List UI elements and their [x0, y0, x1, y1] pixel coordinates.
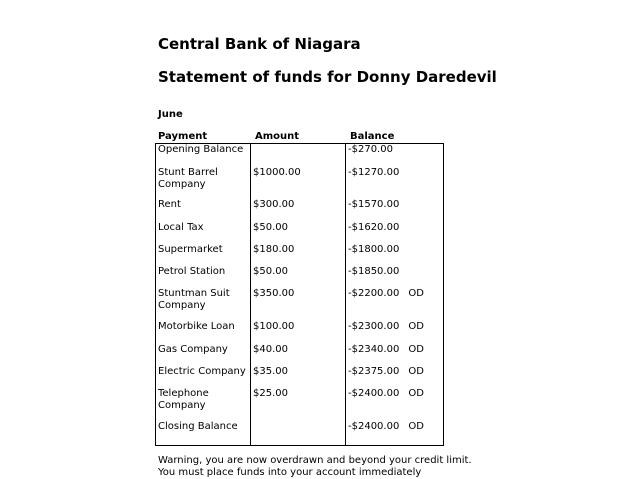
payment-cell: Local Tax — [156, 222, 251, 244]
amount-cell: $350.00 — [251, 288, 346, 321]
amount-cell: $300.00 — [251, 199, 346, 222]
payment-cell: Telephone Company — [156, 388, 251, 421]
balance-value: -$1800.00 — [348, 243, 400, 255]
amount-cell: $100.00 — [251, 321, 346, 344]
table-row — [156, 199, 444, 222]
balance-cell — [346, 222, 444, 244]
balance-value: -$1270.00 — [348, 166, 400, 178]
table-row — [156, 167, 444, 199]
amount-cell: $180.00 — [251, 244, 346, 266]
amount-cell — [251, 421, 346, 446]
payment-cell: Opening Balance — [156, 144, 251, 167]
payment-cell: Stuntman Suit Company — [156, 288, 251, 321]
balance-value: -$2375.00 — [348, 365, 400, 377]
overdrawn-flag: OD — [408, 420, 424, 432]
balance-value: -$270.00 — [348, 144, 393, 155]
balance-cell — [346, 421, 444, 446]
table-row — [156, 222, 444, 244]
payment-cell: Electric Company — [156, 366, 251, 388]
table-row — [156, 288, 444, 321]
statement-title: Statement of funds for Donny Daredevil — [158, 68, 497, 86]
closing-balance-row — [156, 421, 444, 446]
payment-cell: Supermarket — [156, 244, 251, 266]
table-row — [156, 266, 444, 288]
payment-cell: Gas Company — [156, 344, 251, 366]
overdrawn-flag: OD — [408, 387, 424, 399]
payment-cell: Motorbike Loan — [156, 321, 251, 344]
balance-cell — [346, 321, 444, 344]
balance-value: -$2400.00 — [348, 387, 400, 399]
balance-cell — [346, 388, 444, 421]
balance-cell — [346, 167, 444, 199]
table-row — [156, 366, 444, 388]
statement-table — [155, 143, 444, 446]
amount-cell: $50.00 — [251, 266, 346, 288]
overdrawn-flag: OD — [408, 320, 424, 332]
statement-month: June — [158, 109, 183, 120]
amount-cell: $50.00 — [251, 222, 346, 244]
amount-cell — [251, 144, 346, 167]
balance-cell — [346, 244, 444, 266]
balance-value: -$1620.00 — [348, 221, 400, 233]
balance-value: -$1850.00 — [348, 265, 400, 277]
amount-cell: $25.00 — [251, 388, 346, 421]
bank-name: Central Bank of Niagara — [158, 35, 361, 53]
table-row — [156, 144, 444, 167]
amount-cell: $35.00 — [251, 366, 346, 388]
table-row — [156, 244, 444, 266]
balance-cell — [346, 199, 444, 222]
balance-cell — [346, 144, 444, 167]
amount-column-header: Amount — [255, 131, 300, 142]
balance-cell — [346, 366, 444, 388]
overdrawn-flag: OD — [408, 287, 424, 299]
table-row — [156, 344, 444, 366]
payment-column-header: Payment — [158, 131, 208, 142]
balance-cell — [346, 288, 444, 321]
balance-cell — [346, 344, 444, 366]
balance-value: -$2300.00 — [348, 320, 400, 332]
table-row — [156, 321, 444, 344]
payment-cell: Rent — [156, 199, 251, 222]
payment-cell: Stunt Barrel Company — [156, 167, 251, 199]
balance-value: -$2340.00 — [348, 343, 400, 355]
balance-value: -$2200.00 — [348, 287, 400, 299]
payment-cell: Petrol Station — [156, 266, 251, 288]
amount-cell: $40.00 — [251, 344, 346, 366]
payment-cell: Closing Balance — [156, 421, 251, 446]
overdrawn-flag: OD — [408, 365, 424, 377]
balance-cell — [346, 266, 444, 288]
overdraft-warning: Warning, you are now overdrawn and beyond your credit limit. You must place funds into your account immediately — [158, 455, 472, 478]
balance-column-header: Balance — [350, 131, 395, 142]
column-headers — [158, 131, 443, 143]
balance-value: -$2400.00 — [348, 420, 400, 432]
table-row — [156, 388, 444, 421]
overdrawn-flag: OD — [408, 343, 424, 355]
balance-value: -$1570.00 — [348, 198, 400, 210]
amount-cell: $1000.00 — [251, 167, 346, 199]
